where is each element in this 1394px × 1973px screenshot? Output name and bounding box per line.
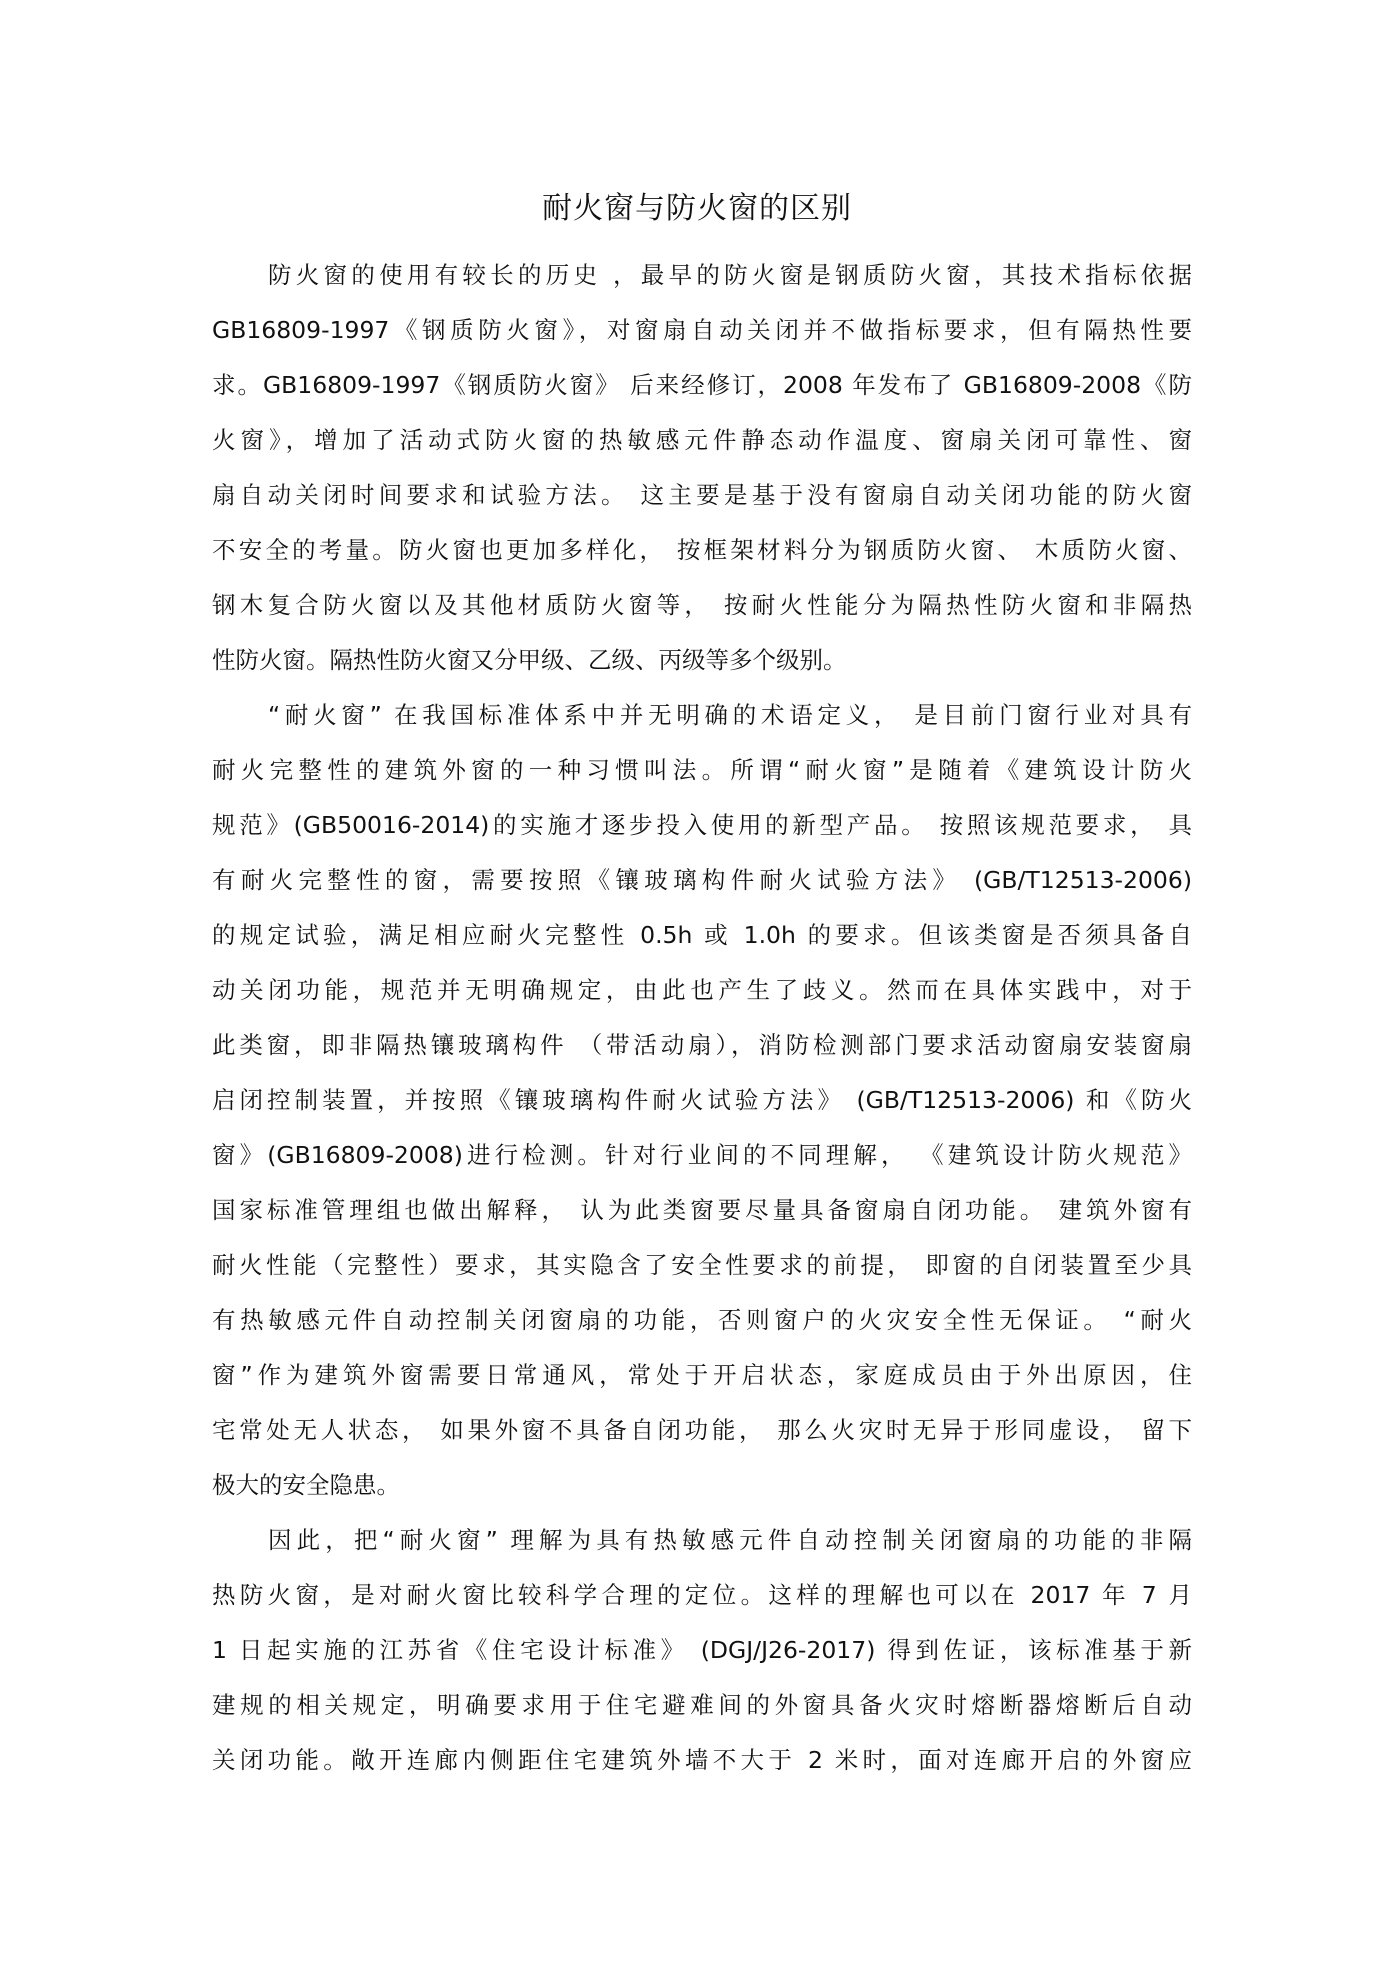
paragraph-2-line: 国家标准管理组也做出解释， 认为此类窗要尽量具备窗扇自闭功能。 建筑外窗有 [212,1196,1192,1224]
paragraph-2-line: 窗》(GB16809-2008)进行检测。针对行业间的不同理解， 《建筑设计防火规范》 [212,1141,1192,1169]
document-body [212,248,1192,1788]
paragraph-2-line: 极大的安全隐患。 [212,1471,400,1499]
paragraph-2-line: 规范》(GB50016-2014)的实施才逐步投入使用的新型产品。 按照该规范要求， 具 [212,811,1192,839]
paragraph-3-line: 1 日起实施的江苏省《住宅设计标准》 (DGJ/J26-2017) 得到佐证，该标准基于新 [212,1636,1192,1664]
paragraph-2-line: 有热敏感元件自动控制关闭窗扇的功能，否则窗户的火灾安全性无保证。 “耐火 [212,1306,1192,1334]
paragraph-2-line: 启闭控制装置，并按照《镶玻璃构件耐火试验方法》 (GB/T12513-2006) 和《防火 [212,1086,1192,1114]
paragraph-2-line: 耐火完整性的建筑外窗的一种习惯叫法。所谓“耐火窗”是随着《建筑设计防火 [212,756,1192,784]
paragraph-1-line: GB16809-1997《钢质防火窗》，对窗扇自动关闭并不做指标要求，但有隔热性要 [212,316,1192,344]
paragraph-3-line: 因此，把“耐火窗” 理解为具有热敏感元件自动控制关闭窗扇的功能的非隔 [268,1526,1192,1554]
paragraph-2-line: 宅常处无人状态， 如果外窗不具备自闭功能， 那么火灾时无异于形同虚设， 留下 [212,1416,1192,1444]
paragraph-2-line: “耐火窗” 在我国标准体系中并无明确的术语定义， 是目前门窗行业对具有 [268,701,1192,729]
paragraph-1-line: 求。GB16809-1997《钢质防火窗》 后来经修订，2008 年发布了 GB16809-2008《防 [212,371,1192,399]
paragraph-3-line: 建规的相关规定，明确要求用于住宅避难间的外窗具备火灾时熔断器熔断后自动 [212,1691,1192,1719]
paragraph-2-line: 此类窗，即非隔热镶玻璃构件 （带活动扇），消防检测部门要求活动窗扇安装窗扇 [212,1031,1192,1059]
paragraph-3-line: 关闭功能。敞开连廊内侧距住宅建筑外墙不大于 2 米时，面对连廊开启的外窗应 [212,1746,1192,1774]
paragraph-1-line: 性防火窗。隔热性防火窗又分甲级、乙级、丙级等多个级别。 [212,646,847,674]
paragraph-1-line: 钢木复合防火窗以及其他材质防火窗等， 按耐火性能分为隔热性防火窗和非隔热 [212,591,1192,619]
paragraph-3-line: 热防火窗，是对耐火窗比较科学合理的定位。这样的理解也可以在 2017 年 7 月 [212,1581,1192,1609]
paragraph-1-line: 防火窗的使用有较长的历史 ，最早的防火窗是钢质防火窗，其技术指标依据 [268,261,1192,289]
paragraph-2-line: 窗”作为建筑外窗需要日常通风，常处于开启状态，家庭成员由于外出原因，住 [212,1361,1192,1389]
paragraph-1-line: 不安全的考量。防火窗也更加多样化， 按框架材料分为钢质防火窗、 木质防火窗、 [212,536,1192,564]
paragraph-2-line: 有耐火完整性的窗，需要按照《镶玻璃构件耐火试验方法》 (GB/T12513-2006) [212,866,1192,894]
document-title: 耐火窗与防火窗的区别 [542,191,852,226]
paragraph-2-line: 的规定试验，满足相应耐火完整性 0.5h 或 1.0h 的要求。但该类窗是否须具备自 [212,921,1192,949]
paragraph-2-line: 动关闭功能，规范并无明确规定，由此也产生了歧义。然而在具体实践中，对于 [212,976,1192,1004]
paragraph-1-line: 火窗》，增加了活动式防火窗的热敏感元件静态动作温度、窗扇关闭可靠性、窗 [212,426,1192,454]
paragraph-1-line: 扇自动关闭时间要求和试验方法。 这主要是基于没有窗扇自动关闭功能的防火窗 [212,481,1192,509]
paragraph-2-line: 耐火性能（完整性）要求，其实隐含了安全性要求的前提， 即窗的自闭装置至少具 [212,1251,1192,1279]
